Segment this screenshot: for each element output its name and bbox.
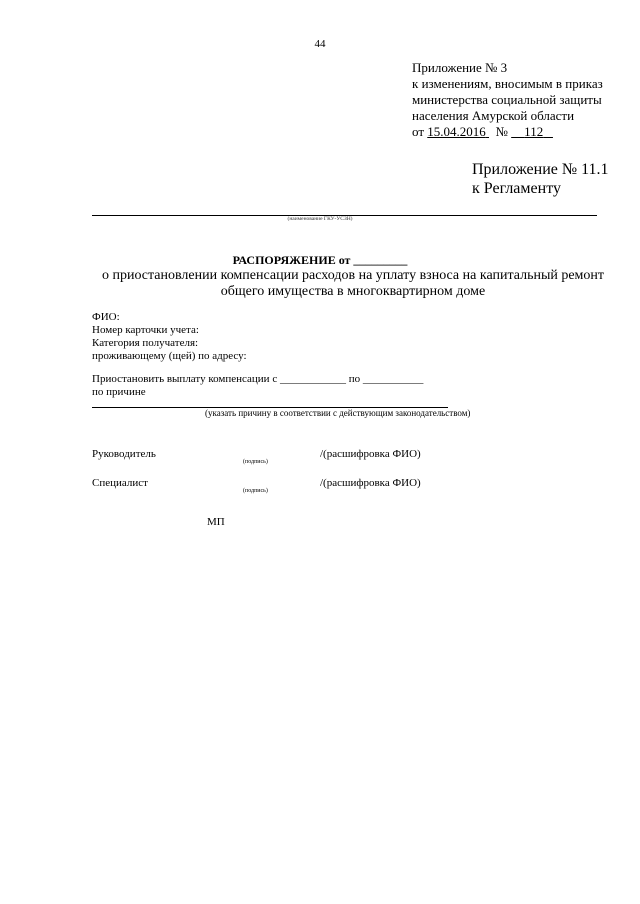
- signature-decoding: /(расшифровка ФИО): [320, 448, 421, 460]
- number-sign: №: [495, 124, 508, 139]
- signature-role: Руководитель: [92, 448, 156, 460]
- fio-label: ФИО:: [92, 311, 120, 323]
- regulation-title: Приложение № 11.1: [472, 161, 609, 178]
- appendix-title: Приложение № 3: [412, 60, 508, 75]
- category-label: Категория получателя:: [92, 337, 199, 349]
- page-number: 44: [314, 38, 326, 50]
- stamp-place: МП: [207, 516, 225, 528]
- reason-note: (указать причину в соответствии с действующим законодательством): [205, 408, 471, 418]
- signature-caption: (подпись): [243, 459, 268, 465]
- appendix-date: [427, 124, 489, 139]
- card-number-label: Номер карточки учета:: [92, 324, 199, 336]
- appendix-date-line: [412, 124, 603, 140]
- appendix-line: к изменениям, вносимым в приказ: [412, 76, 603, 91]
- appendix-date-value: 15.04.2016: [427, 124, 486, 139]
- date-prefix: от: [412, 124, 425, 139]
- reason-label: по причине: [92, 386, 146, 398]
- regulation-subtitle: к Регламенту: [472, 180, 561, 197]
- suspend-block: [92, 373, 423, 399]
- address-label: проживающему (щей) по адресу:: [92, 350, 247, 362]
- signature-decoding: /(расшифровка ФИО): [320, 477, 421, 489]
- order-subtitle: о приостановлении компенсации расходов на уплату взноса на капитальный ремонт общего имущества в многоквартирном доме: [101, 268, 605, 299]
- recipient-fields: [92, 311, 247, 363]
- regulation-header: [472, 160, 609, 198]
- organization-caption: (наименование ГКУ-УСЗН): [287, 216, 353, 222]
- appendix-number-value: 112: [524, 124, 544, 139]
- appendix-number: [511, 124, 553, 139]
- appendix-line: населения Амурской области: [412, 108, 575, 123]
- signature-role: Специалист: [92, 477, 148, 489]
- order-title: РАСПОРЯЖЕНИЕ от _________: [232, 253, 408, 267]
- suspend-line: Приостановить выплату компенсации с ____________ по ___________: [92, 373, 424, 385]
- appendix-header: [412, 60, 603, 140]
- signature-caption: (подпись): [243, 488, 268, 494]
- appendix-line: министерства социальной защиты: [412, 92, 602, 107]
